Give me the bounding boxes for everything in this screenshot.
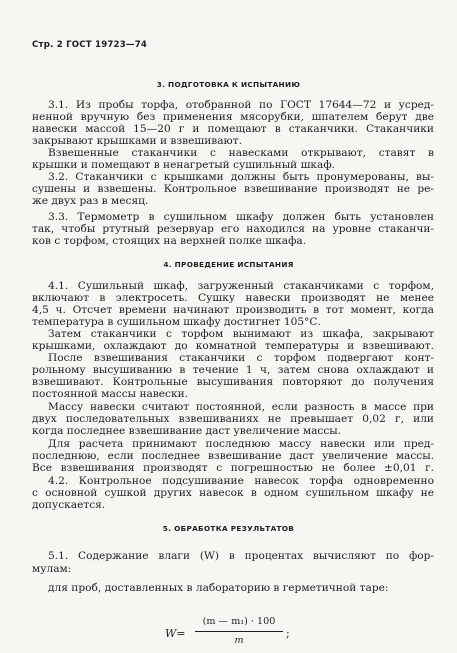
- text-line: 5.1. Содержание влаги (W) в процентах вычисляют по фор-: [48, 550, 434, 562]
- text-line: постоянной массы навески.: [32, 388, 189, 400]
- text-line: Для расчета принимают последнюю массу навески или пред-: [48, 438, 434, 450]
- text-line: допускается.: [32, 499, 106, 511]
- text-line: После взвешивания стаканчики с торфом подвергают конт-: [48, 352, 434, 364]
- text-line: для проб, доставленных в лабораторию в герметичной таре:: [48, 582, 389, 594]
- text-line: Затем стаканчики с торфом вынимают из шкафа, закрывают: [48, 328, 434, 340]
- text-line: крышки и помещают в ненагретый сушильный шкаф.: [32, 159, 336, 171]
- text-line: же двух раз в месяц.: [32, 195, 149, 207]
- text-line: 4.2. Контрольное подсушивание навесок торфа одновременно: [48, 475, 434, 487]
- text-line: когда последнее взвешивание даст увеличение массы.: [32, 425, 342, 437]
- text-line: включают в электросеть. Сушку навески производят не менее: [32, 292, 434, 304]
- text-line: 3.1. Из пробы торфа, отобранной по ГОСТ 17644—72 и усред-: [48, 99, 434, 111]
- formula-denominator: m: [234, 635, 244, 646]
- page-header: Стр. 2 ГОСТ 19723—74: [32, 40, 148, 50]
- fraction-bar: [195, 631, 283, 632]
- formula-lhs: W=: [165, 627, 186, 640]
- text-line: ков с торфом, стоящих на верхней полке шкафа.: [32, 235, 307, 247]
- text-line: последнюю, если последнее взвешивание даст увеличение массы.: [32, 450, 434, 462]
- text-line: 4,5 ч. Отсчет времени начинают производить в тот момент, когда: [32, 304, 434, 316]
- text-line: Все взвешивания производят с погрешностью не более ±0,01 г.: [32, 462, 434, 474]
- text-line: 3.3. Термометр в сушильном шкафу должен быть установлен: [48, 211, 434, 223]
- text-line: взвешивают. Контрольные высушивания повторяют до получения: [32, 376, 434, 388]
- text-line: навески массой 15—20 г и помещают в стаканчики. Стаканчики: [32, 123, 434, 135]
- text-line: ненной вручную без применения мясорубки, шпателем берут две: [32, 111, 434, 123]
- text-line: Взвешенные стаканчики с навесками открывают, ставят в: [48, 147, 434, 159]
- text-line: сушены и взвешены. Контрольное взвешивание производят не ре-: [32, 183, 434, 195]
- formula-numerator: (m — m₁) · 100: [202, 616, 276, 627]
- formula-tail: ;: [286, 627, 290, 640]
- text-line: мулам:: [32, 563, 72, 575]
- text-line: 4.1. Сушильный шкаф, загруженный стаканчиками с торфом,: [48, 280, 434, 292]
- text-line: так, чтобы ртутный резервуар его находился на уровне стаканчи-: [32, 223, 434, 235]
- text-line: температура в сушильном шкафу достигнет 105°С.: [32, 316, 321, 328]
- text-line: крышками, охлаждают до комнатной температуры и взвешивают.: [32, 340, 434, 352]
- text-line: Массу навески считают постоянной, если разность в массе при: [48, 401, 434, 413]
- text-line: закрывают крышками и взвешивают.: [32, 135, 242, 147]
- text-line: 3.2. Стаканчики с крышками должны быть пронумерованы, вы-: [48, 171, 434, 183]
- text-line: двух последовательных взвешиваниях не превышает 0,02 г, или: [32, 413, 434, 425]
- text-line: рольному высушиванию в течение 1 ч, затем снова охлаждают и: [32, 364, 434, 376]
- text-line: с основной сушкой других навесок в одном сушильном шкафу не: [32, 487, 434, 499]
- section-heading: 4. ПРОВЕДЕНИЕ ИСПЫТАНИЯ: [163, 260, 294, 269]
- section-heading: 3. ПОДГОТОВКА К ИСПЫТАНИЮ: [156, 80, 301, 89]
- section-heading: 5. ОБРАБОТКА РЕЗУЛЬТАТОВ: [162, 524, 295, 533]
